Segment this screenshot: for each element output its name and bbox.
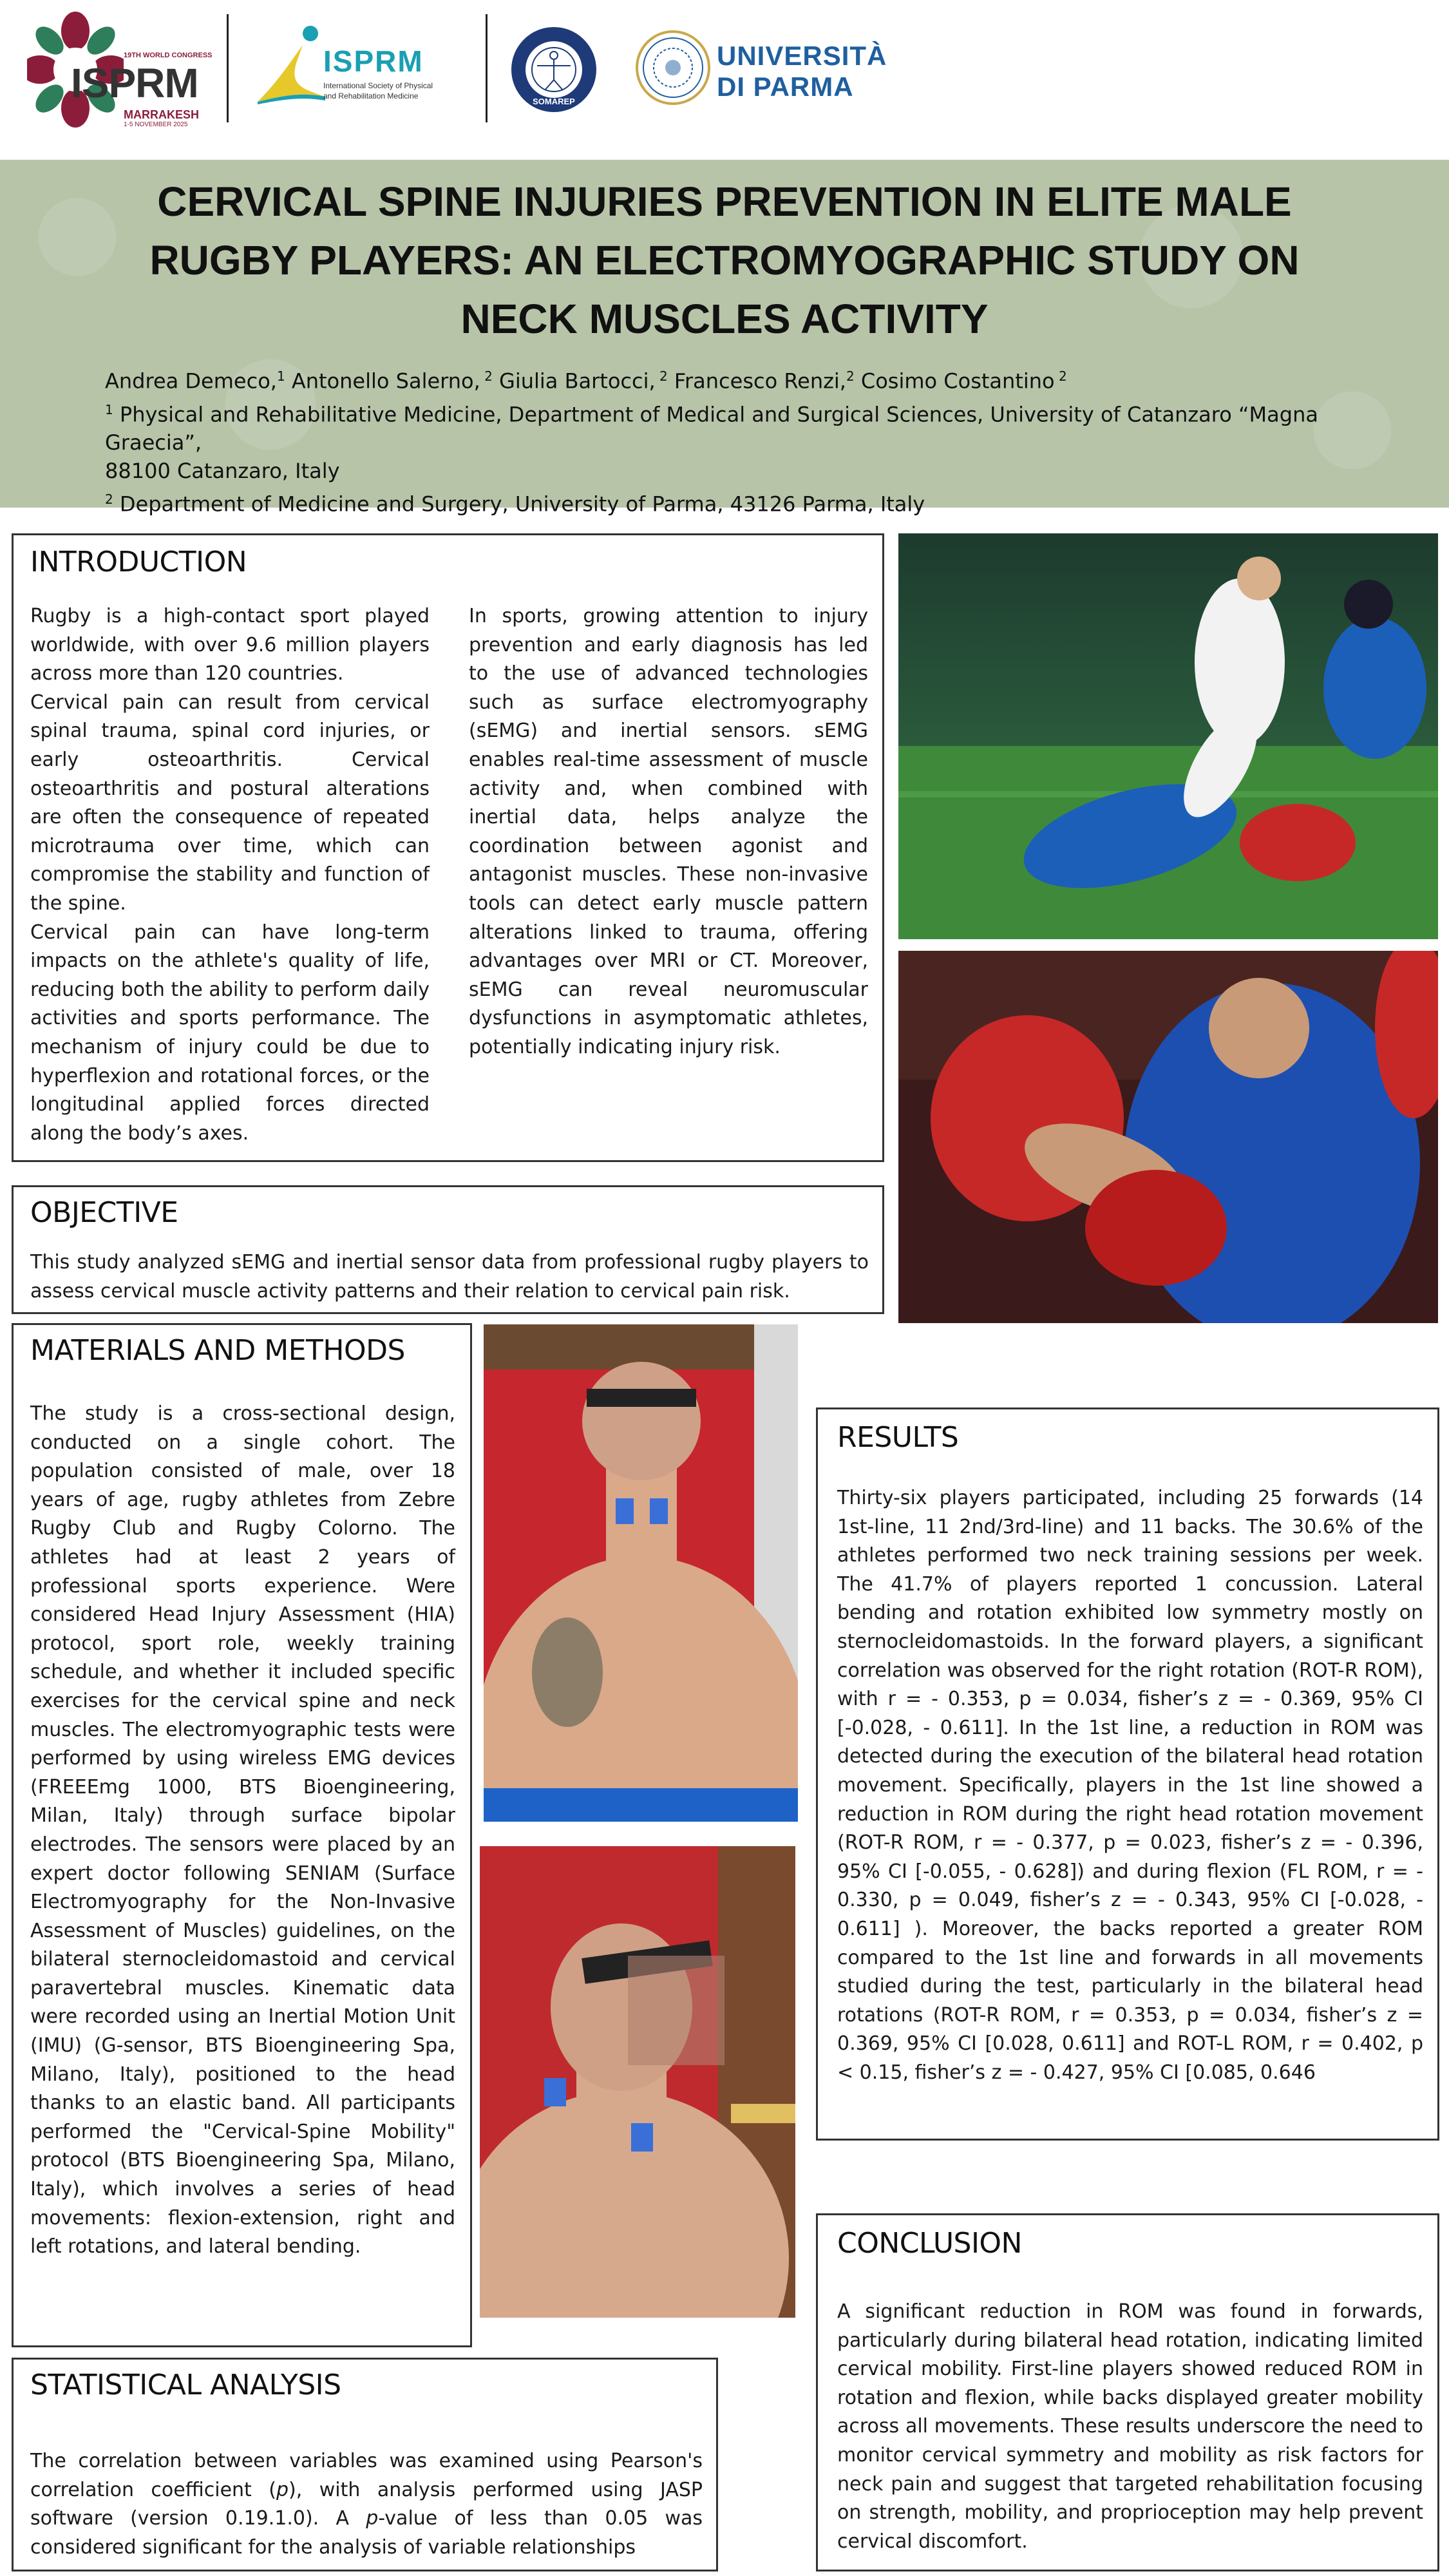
congress-dates: 1-5 NOVEMBER 2025	[124, 121, 188, 128]
author-name: Cosimo Costantino	[854, 368, 1055, 394]
parma-line2: DI PARMA	[717, 72, 854, 102]
section-heading: OBJECTIVE	[30, 1196, 178, 1229]
objective-section	[12, 1185, 884, 1314]
section-heading: RESULTS	[837, 1421, 959, 1454]
title-line: RUGBY PLAYERS: AN ELECTROMYOGRAPHIC STUDY ON	[149, 237, 1300, 283]
athlete-side-sensors-photo	[480, 1846, 795, 2318]
logo-divider	[227, 14, 229, 122]
intro-column-1	[30, 602, 430, 1148]
paragraph: In sports, growing attention to injury prevention and early diagnosis has led to the use of advanced technologies such as surface electromyography (sEMG) and inertial sensors. sEMG enables real-time assessment of muscle activity and, when combined with inertial data, helps analyze the coordination between agonist and antagonist muscles. These non-invasive tools can detect early muscle pattern alterations linked to trauma, offering advantages over MRI or CT. Moreover, sEMG can reveal neuromuscular dysfunctions in asymptomatic athletes, potentially indicating injury risk.	[469, 605, 868, 1058]
logo-divider	[486, 14, 488, 122]
author-name: Francesco Renzi,	[667, 368, 846, 394]
section-heading: STATISTICAL ANALYSIS	[30, 2369, 341, 2401]
rugby-tackle-photo	[898, 533, 1438, 939]
university-seal-icon	[634, 29, 712, 106]
paragraph: The correlation between variables was examined using Pearson's correlation coefficient (p), with analysis performed using JASP software (version 0.19.1.0). A p-value of less than 0.05 was considered significant for the analysis of variable relationships	[30, 2450, 703, 2559]
author-affiliation-marker: 2	[1054, 368, 1067, 384]
isprm-sub2: and Rehabilitation Medicine	[323, 91, 419, 100]
statistical-analysis-section	[12, 2358, 718, 2571]
conclusion-section	[816, 2213, 1439, 2571]
congress-logo	[27, 12, 213, 128]
paragraph: The study is a cross-sectional design, conducted on a single cohort. The population consisted of male, over 18 years of age, rugby athletes from Zebre Rugby Club and Rugby Colorno. The athletes had at least 2 years of professional sports experience. Were considered Head Injury Assessment (HIA) protocol, sport role, weekly training schedule, and whether it included specific exercises for the cervical spine and neck muscles. The electromyographic tests were performed by using wireless EMG devices (FREEEmg 1000, BTS Bioengineering, Milan, Italy) through surface bipolar electrodes. The sensors were placed by an expert doctor following SENIAM (Surface Electromyography for the Non-Invasive Assessment of Muscles) guidelines, on the bilateral sternocleidomastoid and cervical paravertebral muscles. Kinematic data were recorded using an Inertial Motion Unit (IMU) (G-sensor, BTS Bioengineering Spa, Milano, Italy), positioned to the head thanks to an elastic band. All participants performed the "Cervical-Spine Mobility" protocol (BTS Bioengineering Spa, Milano, Italy), which involves a series of head movements: flexion-extension, right and left rotations, and lateral bending.	[30, 1402, 455, 2258]
author-affiliation-marker: 2	[846, 368, 855, 384]
somarep-name: SOMAREP	[533, 97, 575, 106]
intro-column-2	[469, 602, 868, 1062]
affiliation-1-cont: 88100 Catanzaro, Italy	[105, 459, 340, 484]
author-affiliation-marker: 1	[276, 368, 285, 384]
author-block	[105, 362, 1393, 519]
author-list	[105, 362, 1393, 396]
rugby-tackle-image	[898, 533, 1438, 939]
author-name: Andrea Demeco,	[105, 368, 277, 394]
isprm-sub1: International Society of Physical	[323, 81, 433, 90]
rugby-scrum-image	[898, 951, 1438, 1323]
author-name: Antonello Salerno,	[285, 368, 480, 394]
athlete-back-sensors-photo	[484, 1324, 798, 1822]
title-line: CERVICAL SPINE INJURIES PREVENTION IN ELITE MALE	[157, 178, 1292, 225]
title-line: NECK MUSCLES ACTIVITY	[460, 296, 989, 342]
author-name: Giulia Bartocci,	[492, 368, 656, 394]
isprm-name: ISPRM	[323, 44, 424, 78]
poster-title	[77, 173, 1372, 348]
paragraph: Cervical pain can result from cervical spinal trauma, spinal cord injuries, or early osteoarthritis. Cervical osteoarthritis and postural alterations are often the consequence of repeated microtrauma over time, which can compromise the stability and function of the spine.	[30, 691, 430, 915]
congress-isprm-text: ISPRM	[71, 60, 198, 106]
paragraph: A significant reduction in ROM was found in forwards, particularly during bilateral head rotation, indicating limited cervical mobility. First-line players showed reduced ROM in rotation and flexion, while backs displayed greater mobility across all movements. These results underscore the need to monitor cervical symmetry and mobility as risk factors for neck pain and suggest that targeted rehabilitation focusing on strength, mobility, and proprioception may help prevent cervical discomfort.	[837, 2300, 1423, 2553]
results-section	[816, 1407, 1439, 2141]
congress-city: MARRAKESH	[124, 108, 199, 121]
somarep-seal	[509, 24, 599, 115]
paragraph: Cervical pain can have long-term impacts on the athlete's quality of life, reducing both the ability to perform daily activities and sports performance. The mechanism of injury could be due to hyperflexion and rotational forces, or the longitudinal applied forces directed along the body’s axes.	[30, 921, 430, 1145]
section-heading: INTRODUCTION	[30, 546, 247, 578]
logo-row	[0, 0, 1449, 161]
section-heading: MATERIALS AND METHODS	[30, 1334, 405, 1367]
parma-logo	[634, 29, 887, 113]
paragraph: Thirty-six players participated, including 25 forwards (14 1st-line, 11 2nd/3rd-line) and 11 backs. The 30.6% of the athletes performed two neck training sessions per week. The 41.7% of players reported 1 concussion. Lateral bending and rotation exhibited low symmetry mostly on sternocleidomastoids. In the forward players, a significant correlation was observed for the right rotation (ROT-R ROM), with r = - 0.353, p = 0.034, fisher’s z = - 0.369, 95% CI [-0.028, - 0.611]. In the 1st line, a reduction in ROM was detected during the execution of the bilateral head rotation movement. Specifically, players in the 1st line showed a reduction in ROM during the right head rotation movement (ROT-R ROM, r = - 0.377, p = 0.023, fisher’s z = - 0.396, 95% CI [-0.055, - 0.628]) and during flexion (FL ROM, r = - 0.330, p = 0.049, fisher’s z = - 0.343, 95% CI [-0.028, - 0.611] ). Moreover, the backs reported a greater ROM compared to the 1st line and forwards in all movements studied during the test, particularly in the bilateral head rotations (ROT-R ROM, r = 0.353, p = 0.034, fisher’s z = 0.369, 95% CI [0.028, 0.611] and ROT-L ROM, r = 0.402, p < 0.15, fisher’s z = - 0.427, 95% CI [0.085, 0.646	[837, 1487, 1423, 2084]
section-heading: CONCLUSION	[837, 2227, 1022, 2260]
swoosh-figure-icon	[251, 24, 328, 108]
paragraph: This study analyzed sEMG and inertial sensor data from professional rugby players to assess cervical muscle activity patterns and their relation to cervical pain risk.	[30, 1251, 869, 1302]
rugby-scrum-photo	[898, 951, 1438, 1323]
introduction-section	[12, 533, 884, 1162]
affiliation-2: $^2$ Department of Medicine and Surgery, University of Parma, 43126 Parma, Italy	[105, 491, 925, 517]
parma-line1: UNIVERSITÀ	[717, 41, 887, 71]
athlete-back-image	[484, 1324, 798, 1822]
congress-edition: 19TH WORLD CONGRESS	[124, 52, 213, 59]
author-affiliation-marker: 2	[655, 368, 668, 384]
affiliation-1: $^1$ Physical and Rehabilitative Medicine, Department of Medical and Surgical Sciences, University of Catanzaro “Magna Graecia”,	[105, 401, 1318, 455]
isprm-logo	[251, 24, 470, 108]
paragraph: Rugby is a high-contact sport played worldwide, with over 9.6 million players across more than 120 countries.	[30, 605, 430, 685]
athlete-side-image	[480, 1846, 795, 2318]
author-affiliation-marker: 2	[480, 368, 493, 384]
methods-section	[12, 1323, 472, 2347]
